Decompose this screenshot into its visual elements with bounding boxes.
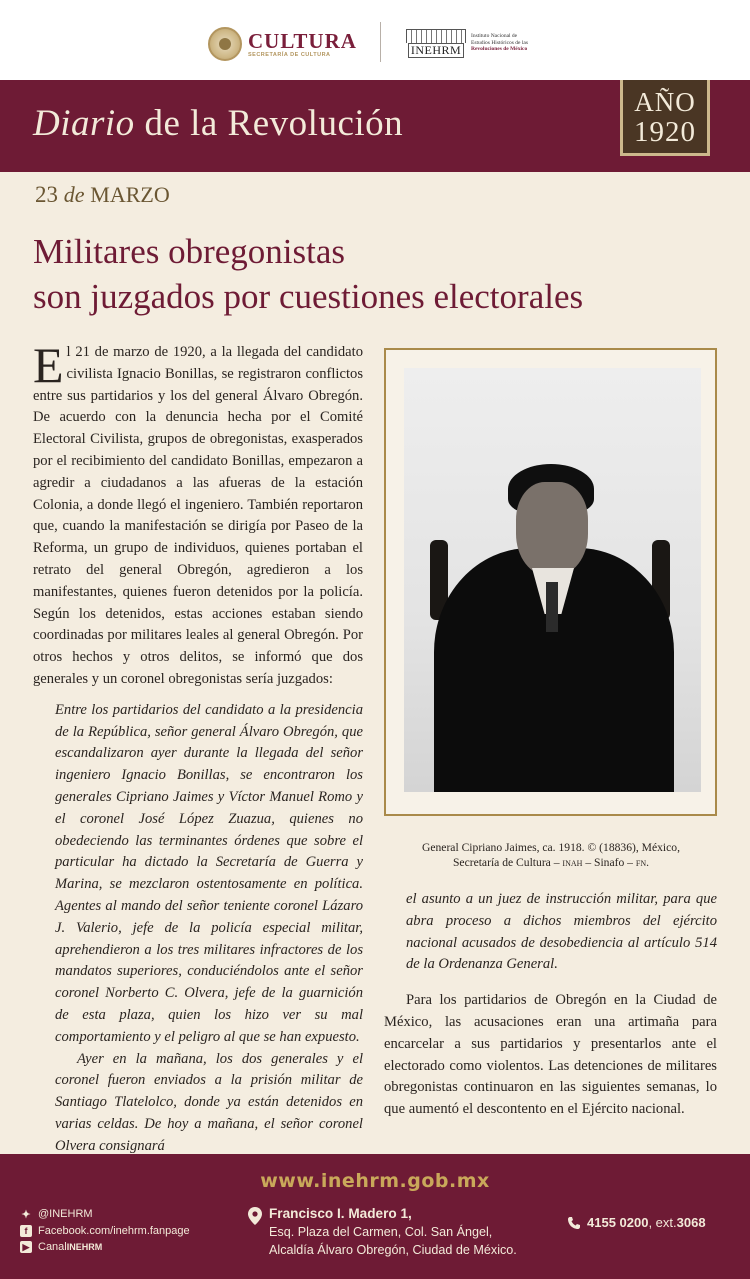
face-shape xyxy=(516,482,588,576)
twitter-icon: ✦ xyxy=(21,1208,31,1221)
article-left-column xyxy=(33,337,363,1157)
cultura-subtitle: SECRETARÍA DE CULTURA xyxy=(248,52,331,58)
phone-number[interactable]: 4155 0200 , ext. 3068 xyxy=(567,1215,706,1230)
address-line-2: Esq. Plaza del Carmen, Col. San Ángel, xyxy=(269,1225,493,1239)
website-link[interactable]: www.inehrm.gob.mx xyxy=(260,1170,490,1192)
quote-paragraph-2: Ayer en la mañana, los dos generales y el coronel fueron enviados a la prisión militar de Santiago Tlatelolco, donde ya están detenidos en varias celdas. De hoy a mañana, el señor coronel Olvera consignará xyxy=(55,1050,363,1154)
location-pin-icon xyxy=(248,1207,262,1225)
year-badge xyxy=(620,80,710,156)
logo-divider xyxy=(380,22,381,62)
facebook-link[interactable]: f Facebook.com/inehrm.fanpage xyxy=(20,1223,190,1240)
mexican-seal-icon xyxy=(208,27,242,61)
youtube-link[interactable]: ▶ Canal INEHRM xyxy=(20,1239,190,1256)
cultura-wordmark: CULTURA xyxy=(248,29,357,53)
inehrm-description: Instituto Nacional de Estudios Históricos de las Revoluciones de México xyxy=(471,33,528,53)
top-logo-bar xyxy=(0,0,750,80)
quote-paragraph-3: el asunto a un juez de instrucción militar, para que abra proceso a dichos miembros del ejército nacional acusados de desobediencia al artículo 514 de la Ordenanza General. xyxy=(406,891,717,973)
quote-paragraph-1: Entre los partidarios del candidato a la presidencia de la República, señor general Álvaro Obregón, que escandalizaron ayer durante la llegada del señor ingeniero Ignacio Bonillas, se encontraron los generales Cipriano Jaimes y Víctor Manuel Romo y el coronel José López Zuazua, quienes no obedeciendo las terminantes órdenes que sobre el particular ha dictado la Secretaría de Guerra y Marina, se mezclaron ostentosamente en política. Agentes al mando del señor teniente coronel Lázaro J. Valerio, jefe de la policía especial militar, aprehendieron a los tres militares infractores de los mandatos superiores, conduciéndolos ante el señor coronel Norberto C. Olvera, jefe de la guarnición de esta plaza, quien los hizo ver su mal comportamiento y el peligro al que se han expuesto. xyxy=(55,701,363,1045)
photo-caption: General Cipriano Jaimes, ca. 1918. © (18836), México, Secretaría de Cultura – inah – Sinafo – fn. xyxy=(421,841,680,869)
social-links xyxy=(20,1206,190,1256)
article-headline: Militares obregonistas son juzgados por cuestiones electorales xyxy=(33,232,584,316)
date-line: 23 de MARZO xyxy=(35,182,170,207)
cultura-logo[interactable] xyxy=(208,24,357,64)
address-block xyxy=(248,1205,517,1259)
address-line-3: Alcaldía Álvaro Obregón, Ciudad de México. xyxy=(269,1243,517,1257)
facebook-icon: f xyxy=(20,1225,32,1237)
inehrm-wordmark: INEHRM xyxy=(408,43,464,58)
building-icon xyxy=(406,29,466,43)
year-label: AÑO xyxy=(634,86,696,117)
twitter-link[interactable]: ✦ @INEHRM xyxy=(21,1208,93,1221)
photo-frame xyxy=(384,348,717,816)
drop-cap: E xyxy=(33,337,64,393)
portrait-photo[interactable] xyxy=(404,368,701,792)
address-line-1: Francisco I. Madero 1, xyxy=(269,1206,412,1221)
article-right-column xyxy=(384,889,717,1121)
youtube-icon: ▶ xyxy=(20,1241,32,1253)
phone-icon xyxy=(567,1216,581,1230)
inehrm-logo[interactable] xyxy=(406,28,528,58)
year-value: 1920 xyxy=(634,115,696,148)
intro-paragraph: El 21 de marzo de 1920, a la llegada del candidato civilista Ignacio Bonillas, se registraron conflictos entre sus partidarios y los del general Álvaro Obregón. De acuerdo con la denuncia hecha por el Comité Electoral Civilista, grupos de obregonistas, exasperados por el recibimiento del candidato Bonillas, empezaron a agredir a ciudadanos a las afueras de la estación Colonia, a donde llegó el ingeniero. También reportaron que, cuando la manifestación se dirigía por Paseo de la Reforma, un grupo de individuos, quienes portaban el retrato del general Obregón, agredieron a los manifestantes, quienes fueron detenidos por la policía. Según los detenidos, estas acciones estaban siendo coordinadas por militares leales al general Obregón. Por otros hechos y otros delitos, se informó que dos generales y un coronel obregonistas sería juzgados: xyxy=(33,337,363,687)
closing-paragraph: Para los partidarios de Obregón en la Ciudad de México, las acusaciones eran una artimaña para encarcelar a sus partidarios y presentarlos ante el electorado como violentos. Las detenciones de militares obregonistas continuaron en las siguientes semanas, lo que aumentó el descontento en el Ejército nacional. xyxy=(384,992,717,1118)
publication-title: Diario de la Revolución xyxy=(33,103,404,144)
tie-shape xyxy=(546,582,558,632)
